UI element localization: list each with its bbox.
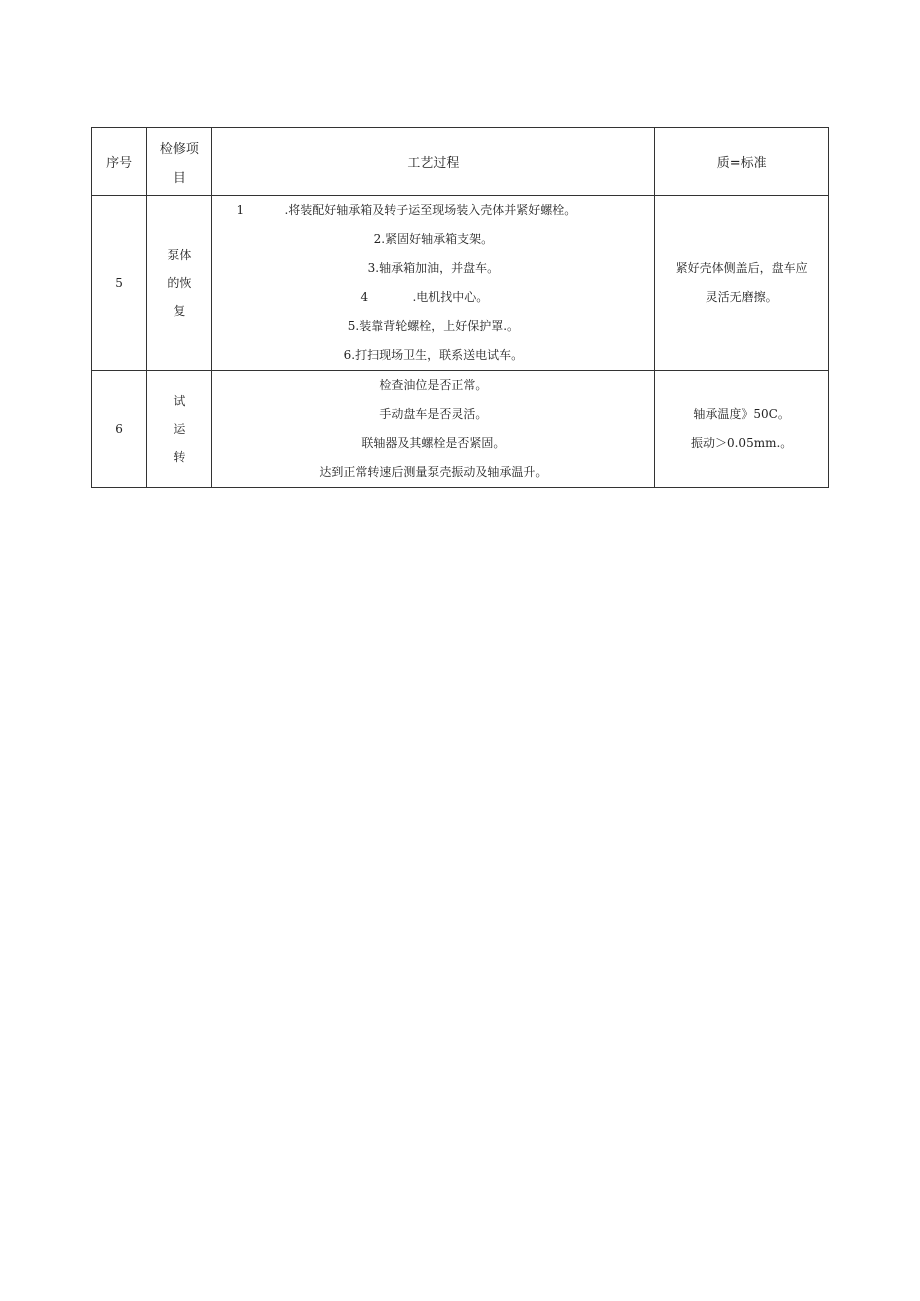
row-process bbox=[212, 196, 655, 371]
header-item bbox=[147, 128, 212, 196]
process-step: 3.轴承箱加油，并盘车。 bbox=[367, 261, 500, 275]
header-standard: 质=标准 bbox=[655, 128, 829, 196]
row-item-line: 转 bbox=[173, 450, 186, 464]
process-step: 联轴器及其螺栓是否紧固。 bbox=[361, 436, 506, 450]
process-step: 5.装靠背轮螺栓，上好保护罩.。 bbox=[347, 319, 520, 333]
standard-line: 灵活无磨擦。 bbox=[705, 290, 778, 304]
row-process bbox=[212, 371, 655, 488]
process-step: 检查油位是否正常。 bbox=[379, 378, 488, 392]
header-process: 工艺过程 bbox=[212, 128, 655, 196]
step-text: .电机找中心。 bbox=[412, 290, 489, 304]
process-step: 6.打扫现场卫生，联系送电试车。 bbox=[343, 348, 524, 362]
standard-line: 振动＞0.05mm.。 bbox=[690, 436, 793, 450]
process-step bbox=[212, 283, 654, 312]
row-standard bbox=[655, 371, 829, 488]
header-row bbox=[92, 128, 829, 196]
header-item-line1: 检修项 bbox=[159, 141, 199, 157]
standard-line: 轴承温度》50C。 bbox=[693, 407, 790, 421]
row-item-line: 试 bbox=[173, 394, 186, 408]
table-row bbox=[92, 371, 829, 488]
header-item-line2: 目 bbox=[172, 170, 186, 186]
standard-line: 紧好壳体侧盖后，盘车应 bbox=[675, 261, 808, 275]
row-standard bbox=[655, 196, 829, 371]
maintenance-table bbox=[91, 127, 829, 488]
row-item-line: 运 bbox=[173, 422, 186, 436]
step-text: .将装配好轴承箱及转子运至现场装入壳体并紧好螺栓。 bbox=[284, 203, 577, 217]
row-seq: 5 bbox=[92, 196, 147, 371]
row-item-line: 复 bbox=[173, 304, 186, 318]
header-seq: 序号 bbox=[92, 128, 147, 196]
row-seq: 6 bbox=[92, 371, 147, 488]
process-step: 手动盘车是否灵活。 bbox=[379, 407, 488, 421]
row-item bbox=[147, 371, 212, 488]
table-row bbox=[92, 196, 829, 371]
row-item-line: 泵体 bbox=[167, 248, 192, 262]
row-item-line: 的恢 bbox=[167, 276, 192, 290]
step-number: 1 bbox=[236, 203, 245, 217]
process-step bbox=[212, 196, 654, 225]
row-item bbox=[147, 196, 212, 371]
process-step: 2.紧固好轴承箱支架。 bbox=[373, 232, 494, 246]
step-number: 4 bbox=[360, 290, 369, 304]
process-step: 达到正常转速后测量泵壳振动及轴承温升。 bbox=[319, 465, 548, 479]
